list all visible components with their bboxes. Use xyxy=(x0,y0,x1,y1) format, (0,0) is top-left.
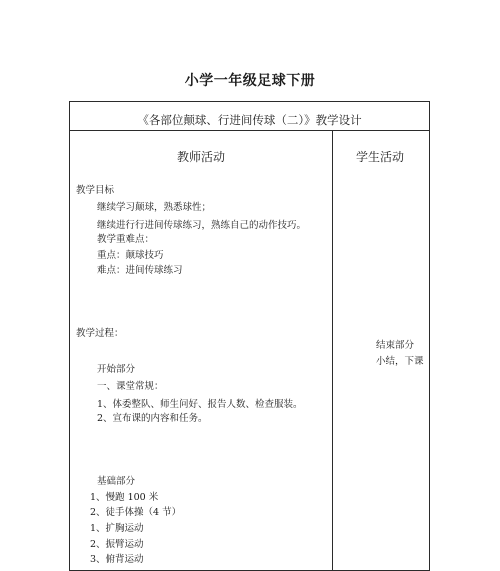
document-title: 小学一年级足球下册 xyxy=(184,73,316,89)
process-heading: 教学过程： xyxy=(76,328,124,339)
basic-item-1: 1、慢跑 100 米 xyxy=(90,492,159,503)
basic-part-heading: 基础部分 xyxy=(97,476,136,487)
teacher-activity-header: 教师活动 xyxy=(177,150,226,164)
lesson-title: 《各部位颠球、行进间传球（二）》教学设计 xyxy=(70,102,429,131)
student-activity-header: 学生活动 xyxy=(356,150,405,164)
end-part-detail: 小结，下课 xyxy=(376,356,424,367)
basic-item-2: 2、徒手体操（4 节） xyxy=(90,507,182,518)
goal-heading: 教学目标 xyxy=(76,185,115,196)
routine-heading: 一、课堂常规： xyxy=(97,381,164,392)
lesson-plan-table xyxy=(69,101,430,571)
routine-item-2: 2、宣布课的内容和任务。 xyxy=(97,413,208,424)
basic-item-3: 1、扩胸运动 xyxy=(90,523,144,534)
column-divider xyxy=(332,130,333,570)
key-point: 重点：颠球技巧 xyxy=(97,250,164,261)
end-part-heading: 结束部分 xyxy=(376,340,415,351)
difficulty-point: 难点：进间传球练习 xyxy=(97,265,183,276)
routine-item-1: 1、体委整队、师生问好、报告人数、检查服装。 xyxy=(97,399,303,410)
key-heading: 教学重难点： xyxy=(97,234,155,245)
goal-item-2: 继续进行行进间传球练习，熟练自己的动作技巧。 xyxy=(97,220,307,231)
basic-item-4: 2、振臂运动 xyxy=(90,539,144,550)
start-part-heading: 开始部分 xyxy=(97,364,136,375)
goal-item-1: 继续学习颠球，熟悉球性； xyxy=(97,202,212,213)
basic-item-5: 3、俯背运动 xyxy=(90,554,144,565)
